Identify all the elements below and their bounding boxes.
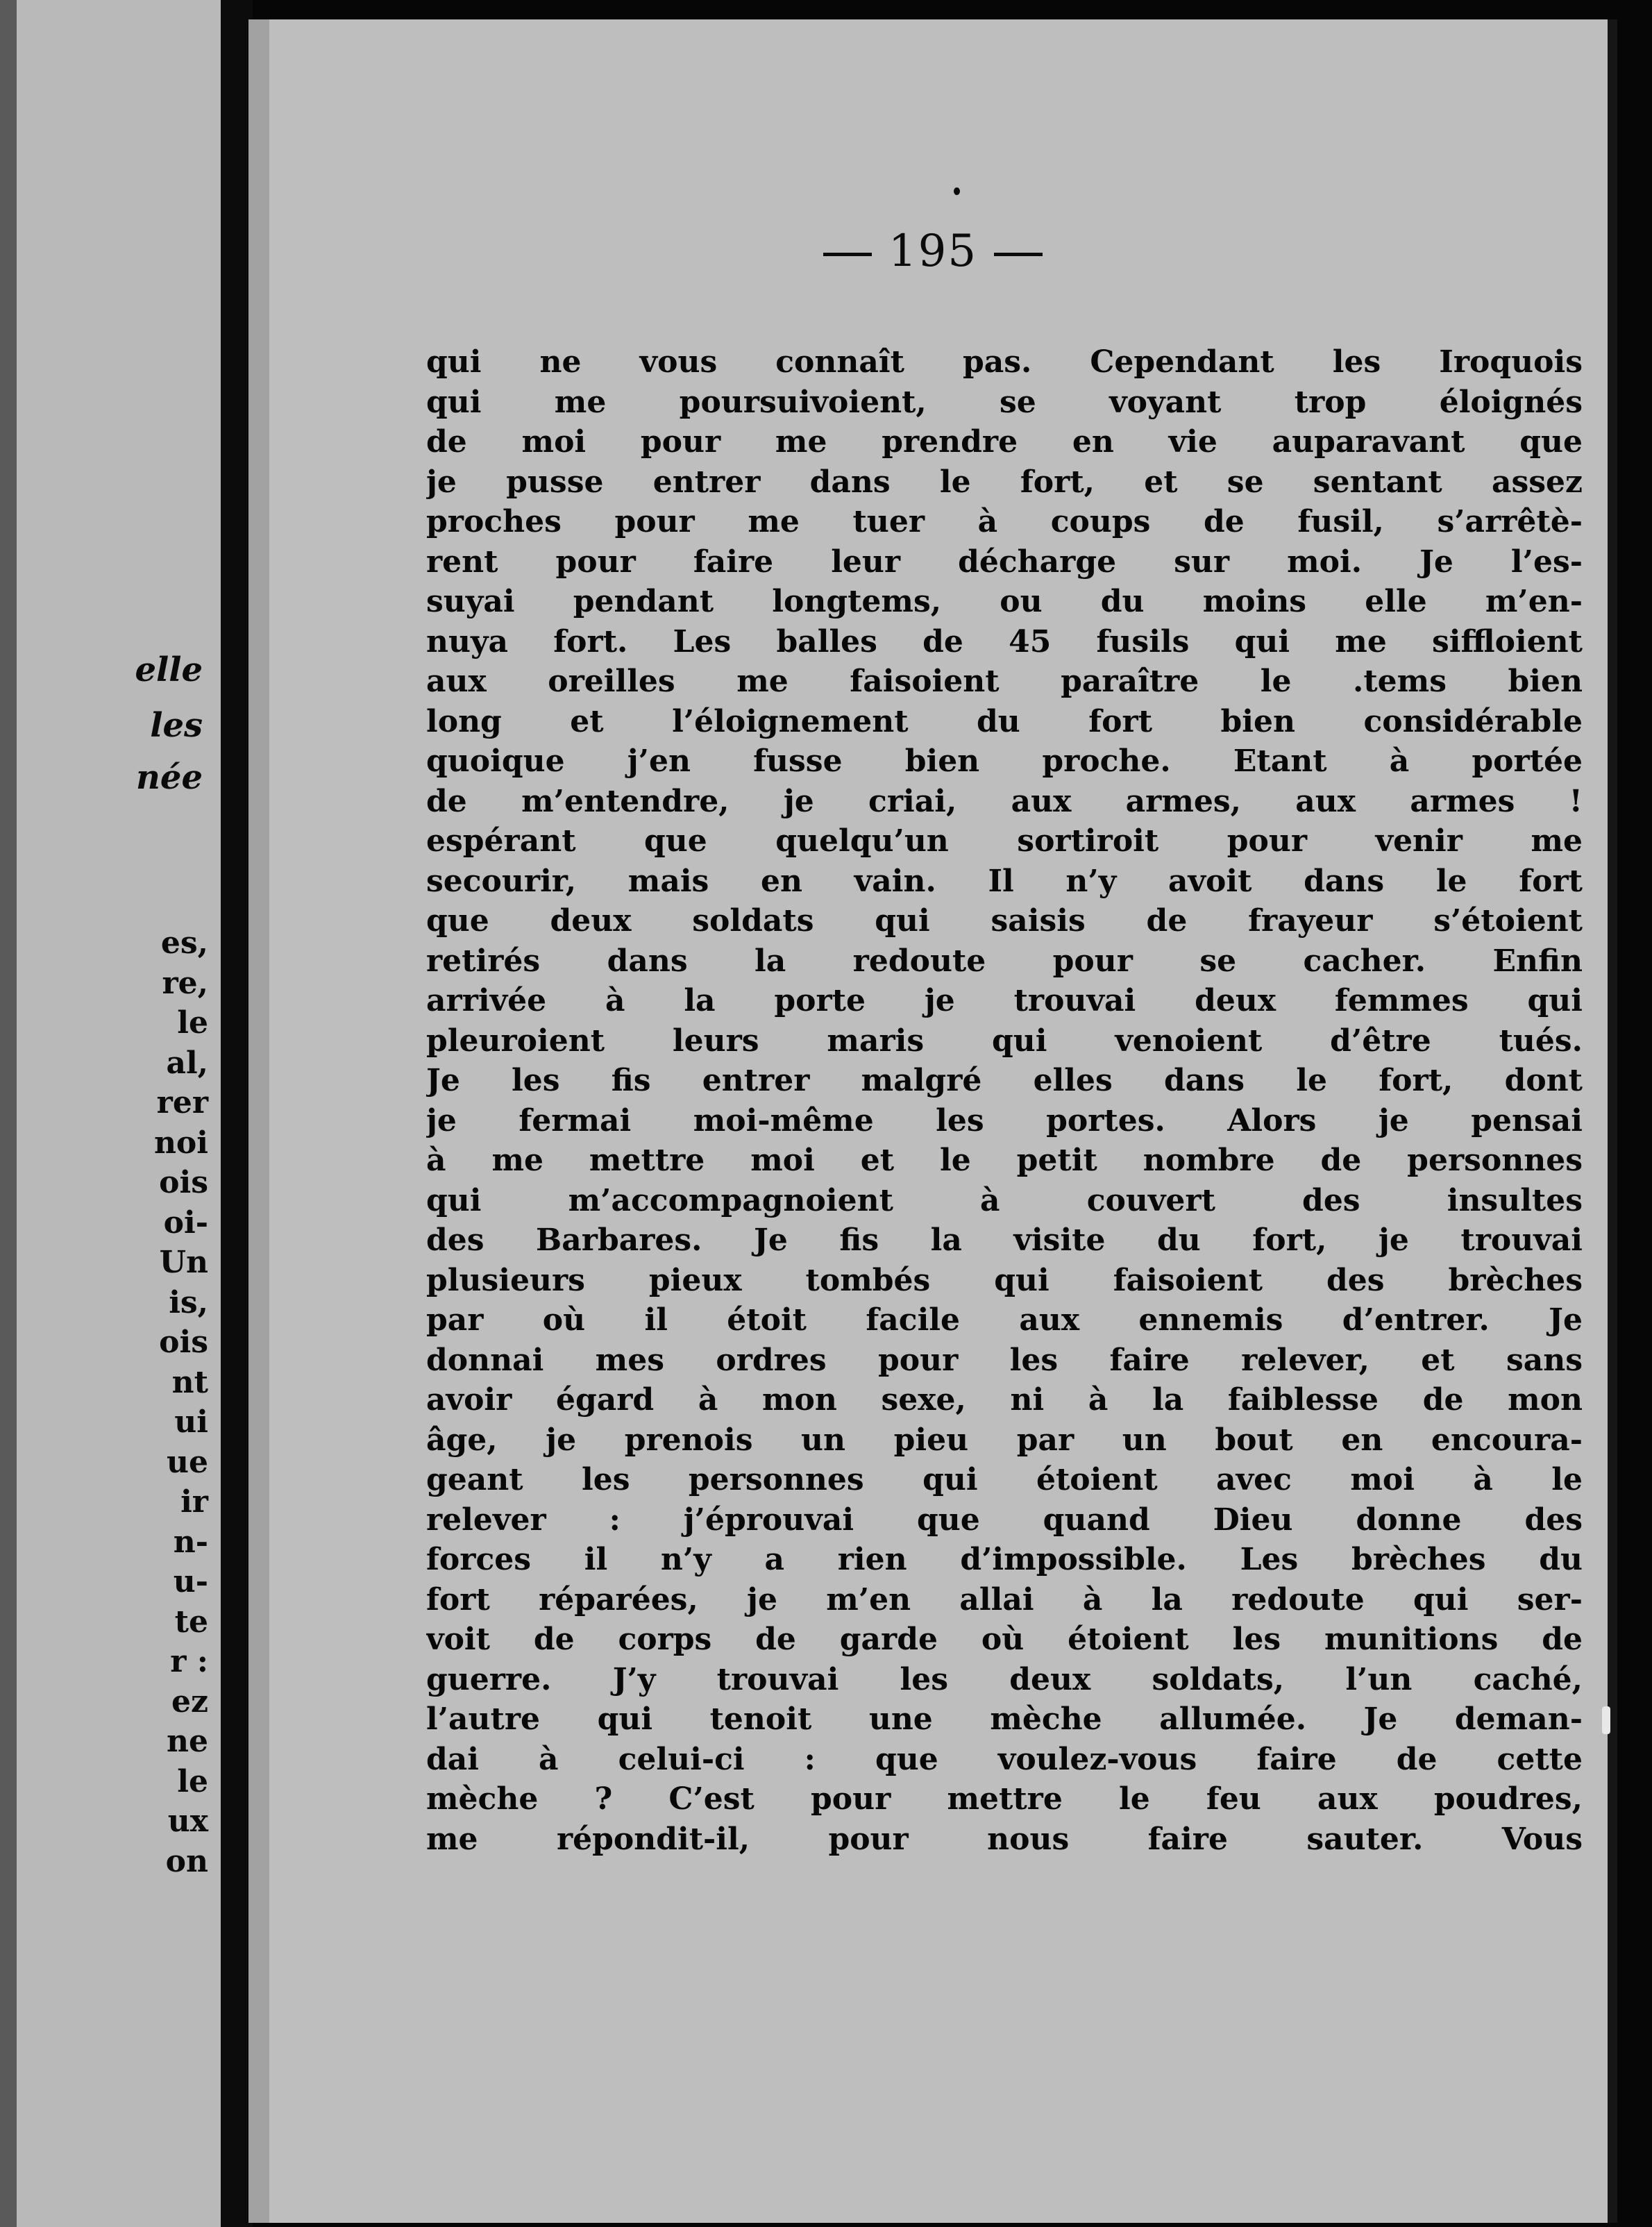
facing-page-fragment: ui xyxy=(174,1404,208,1440)
text-line: avoir égard à mon sexe, ni à la faiblesse de mon xyxy=(426,1382,1583,1418)
text-line: secourir, mais en vain. Il n’y avoit dans le fort xyxy=(426,863,1583,899)
facing-page-italic-fragment: les xyxy=(150,706,203,745)
page-number-dash-left xyxy=(823,253,872,256)
text-line: espérant que quelqu’un sortiroit pour venir me xyxy=(426,823,1583,859)
facing-page-fragment: te xyxy=(174,1604,208,1640)
text-line: âge, je prenois un pieu par un bout en encoura- xyxy=(426,1422,1583,1458)
text-line: qui me poursuivoient, se voyant trop éloignés xyxy=(426,384,1583,420)
facing-page-fragment: ir xyxy=(180,1484,208,1520)
text-line: aux oreilles me faisoient paraître le .tems bien xyxy=(426,664,1583,699)
facing-page-fragment: r : xyxy=(170,1644,208,1679)
text-line: plusieurs pieux tombés qui faisoient des brèches xyxy=(426,1262,1583,1298)
facing-page-fragment: le xyxy=(177,1005,208,1041)
text-line: rent pour faire leur décharge sur moi. Je l’es- xyxy=(426,544,1583,580)
facing-page-fragment: le xyxy=(177,1763,208,1799)
text-line: qui m’accompagnoient à couvert des insultes xyxy=(426,1182,1583,1218)
facing-page-fragment: ue xyxy=(167,1444,208,1480)
text-line: nuya fort. Les balles de 45 fusils qui me siffloient xyxy=(426,623,1583,659)
facing-page-fragment: re, xyxy=(162,965,208,1001)
facing-page-italic-fragment: née xyxy=(136,758,203,797)
text-line: donnai mes ordres pour les faire relever, et sans xyxy=(426,1342,1583,1378)
text-line: par où il étoit facile aux ennemis d’entrer. Je xyxy=(426,1302,1583,1338)
text-line: geant les personnes qui étoient avec moi à le xyxy=(426,1462,1583,1497)
text-line: des Barbares. Je fis la visite du fort, je trouvai xyxy=(426,1222,1583,1258)
page-right-edge xyxy=(1608,19,1617,2223)
text-line: guerre. J’y trouvai les deux soldats, l’un caché, xyxy=(426,1661,1583,1697)
text-line: suyai pendant longtems, ou du moins elle m’en- xyxy=(426,584,1583,619)
text-line: proches pour me tuer à coups de fusil, s’arrêtè- xyxy=(426,504,1583,539)
paper-blemish xyxy=(1602,1706,1610,1734)
ink-speck xyxy=(954,187,960,195)
facing-page-fragment: ne xyxy=(167,1724,208,1759)
text-line: forces il n’y a rien d’impossible. Les brèches du xyxy=(426,1542,1583,1577)
text-line: voit de corps de garde où étoient les munitions de xyxy=(426,1622,1583,1657)
text-line: mèche ? C’est pour mettre le feu aux poudres, xyxy=(426,1781,1583,1817)
facing-page-fragment: es, xyxy=(160,925,208,961)
text-line: l’autre qui tenoit une mèche allumée. Je deman- xyxy=(426,1701,1583,1737)
facing-page-fragment: al, xyxy=(166,1045,208,1081)
body-text xyxy=(426,342,1583,1859)
text-line: retirés dans la redoute pour se cacher. Enfin xyxy=(426,943,1583,979)
text-line: pleuroient leurs maris qui venoient d’être tués. xyxy=(426,1023,1583,1059)
page-number-value: 195 xyxy=(888,226,978,277)
facing-page-fragment: ez xyxy=(171,1683,208,1720)
text-line: long et l’éloignement du fort bien considérable xyxy=(426,703,1583,739)
facing-page xyxy=(0,0,221,2227)
facing-page-fragment: n- xyxy=(173,1524,208,1560)
text-line: relever : j’éprouvai que quand Dieu donne des xyxy=(426,1502,1583,1538)
facing-page-fragment: noi xyxy=(153,1125,208,1161)
facing-page-text xyxy=(0,650,221,1965)
facing-page-fragment: on xyxy=(165,1843,208,1879)
page-inner-edge xyxy=(248,19,269,2223)
facing-page-fragment: oi- xyxy=(163,1204,208,1241)
text-line: Je les fis entrer malgré elles dans le fort, dont xyxy=(426,1063,1583,1098)
facing-page-fragment: rer xyxy=(156,1085,208,1120)
facing-page-fragment: is, xyxy=(169,1284,208,1320)
facing-page-fragment: u- xyxy=(173,1564,208,1599)
page-number xyxy=(248,225,1617,278)
text-line: je fermai moi-même les portes. Alors je pensai xyxy=(426,1102,1583,1138)
text-line: me répondit-il, pour nous faire sauter. Vous xyxy=(426,1821,1583,1857)
facing-page-fragment: nt xyxy=(171,1364,208,1400)
facing-page-fragment: ois xyxy=(159,1325,208,1360)
facing-page-fragment: ois xyxy=(159,1165,208,1200)
text-line: que deux soldats qui saisis de frayeur s’étoient xyxy=(426,903,1583,939)
text-line: arrivée à la porte je trouvai deux femmes qui xyxy=(426,983,1583,1018)
text-line: quoique j’en fusse bien proche. Etant à portée xyxy=(426,743,1583,779)
facing-page-fragment: Un xyxy=(159,1245,208,1280)
page-number-dash-right xyxy=(994,253,1043,256)
text-line: je pusse entrer dans le fort, et se sentant assez xyxy=(426,464,1583,500)
text-line: de m’entendre, je criai, aux armes, aux armes ! xyxy=(426,783,1583,819)
facing-page-fragment: ux xyxy=(167,1804,208,1839)
facing-page-italic-fragment: elle xyxy=(135,650,203,689)
text-line: de moi pour me prendre en vie auparavant que xyxy=(426,424,1583,460)
text-line: à me mettre moi et le petit nombre de personnes xyxy=(426,1143,1583,1178)
text-line: dai à celui-ci : que voulez-vous faire de cette xyxy=(426,1741,1583,1777)
text-line: qui ne vous connaît pas. Cependant les Iroquois xyxy=(426,344,1583,380)
text-line: fort réparées, je m’en allai à la redoute qui ser- xyxy=(426,1581,1583,1617)
main-page xyxy=(248,19,1617,2223)
